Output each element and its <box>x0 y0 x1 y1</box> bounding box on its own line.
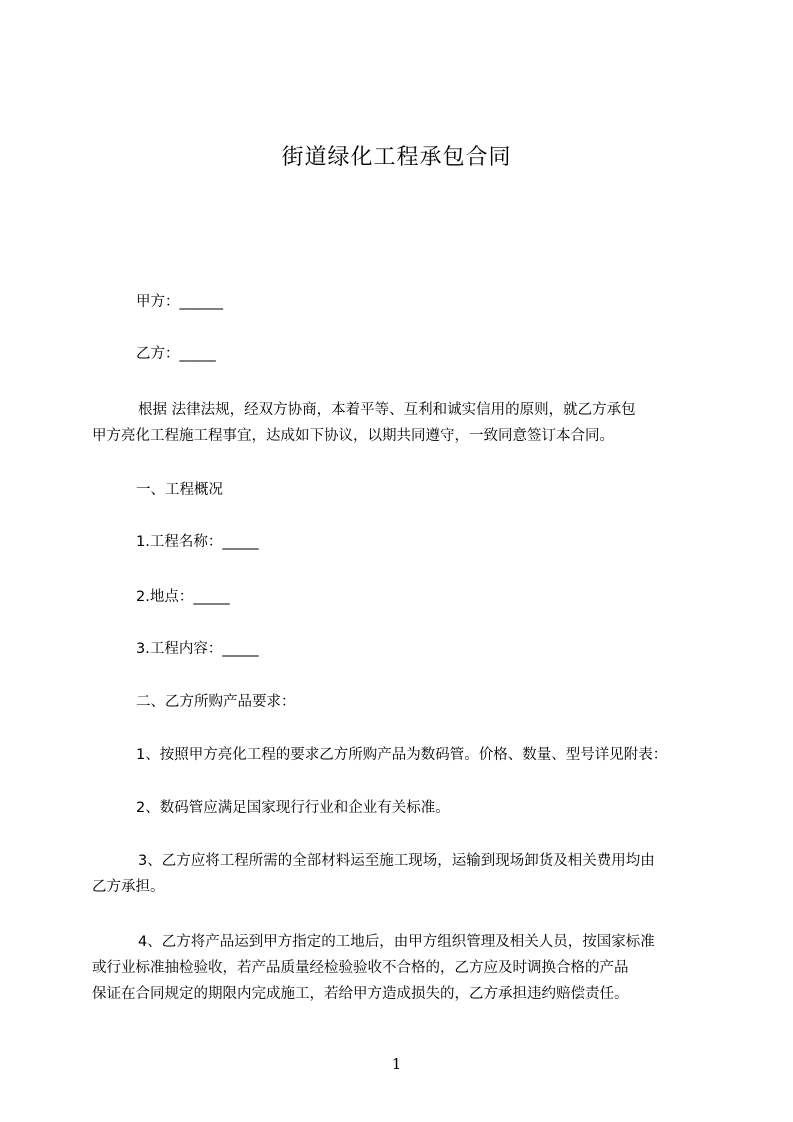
section2-item2: 2、数码管应满足国家现行行业和企业有关标准。 <box>136 800 450 816</box>
intro-paragraph <box>92 397 717 449</box>
intro-text: 根据 法律法规，经双方协商，本着平等、互利和诚实信用的原则，就乙方承包 甲方亮化工程施工程事宜，达成如下协议，以期共同遵守，一致同意签订本合同。 <box>92 402 636 444</box>
page-number: 1 <box>391 1055 402 1073</box>
section1-item2: 2.地点：_____ <box>136 589 230 605</box>
section1-item1: 1.工程名称：_____ <box>136 534 259 550</box>
section1-heading: 一、工程概况 <box>136 482 223 498</box>
contract-title: 街道绿化工程承包合同 <box>281 145 512 170</box>
section2-item3 <box>92 848 717 900</box>
party-a-line: 甲方：______ <box>136 294 223 310</box>
section2-heading: 二、乙方所购产品要求： <box>136 694 296 710</box>
party-b-line: 乙方：_____ <box>136 346 216 362</box>
section2-item4 <box>92 929 717 1007</box>
section1-item3: 3.工程内容：_____ <box>136 641 259 657</box>
section2-item4-text: 4、乙方将产品运到甲方指定的工地后，由甲方组织管理及相关人员，按国家标准 或行业标准抽检验收，若产品质量经检验验收不合格的，乙方应及时调换合格的产品 保证在合同规定的期限内完成施工，若给甲方造成损失的，乙方承担违约赔偿责任。 <box>92 934 655 1002</box>
section2-item3-text: 3、乙方应将工程所需的全部材料运至施工现场，运输到现场卸货及相关费用均由 乙方承担。 <box>92 853 655 895</box>
section2-item1: 1、按照甲方亮化工程的要求乙方所购产品为数码管。价格、数量、型号详见附表： <box>136 747 668 763</box>
